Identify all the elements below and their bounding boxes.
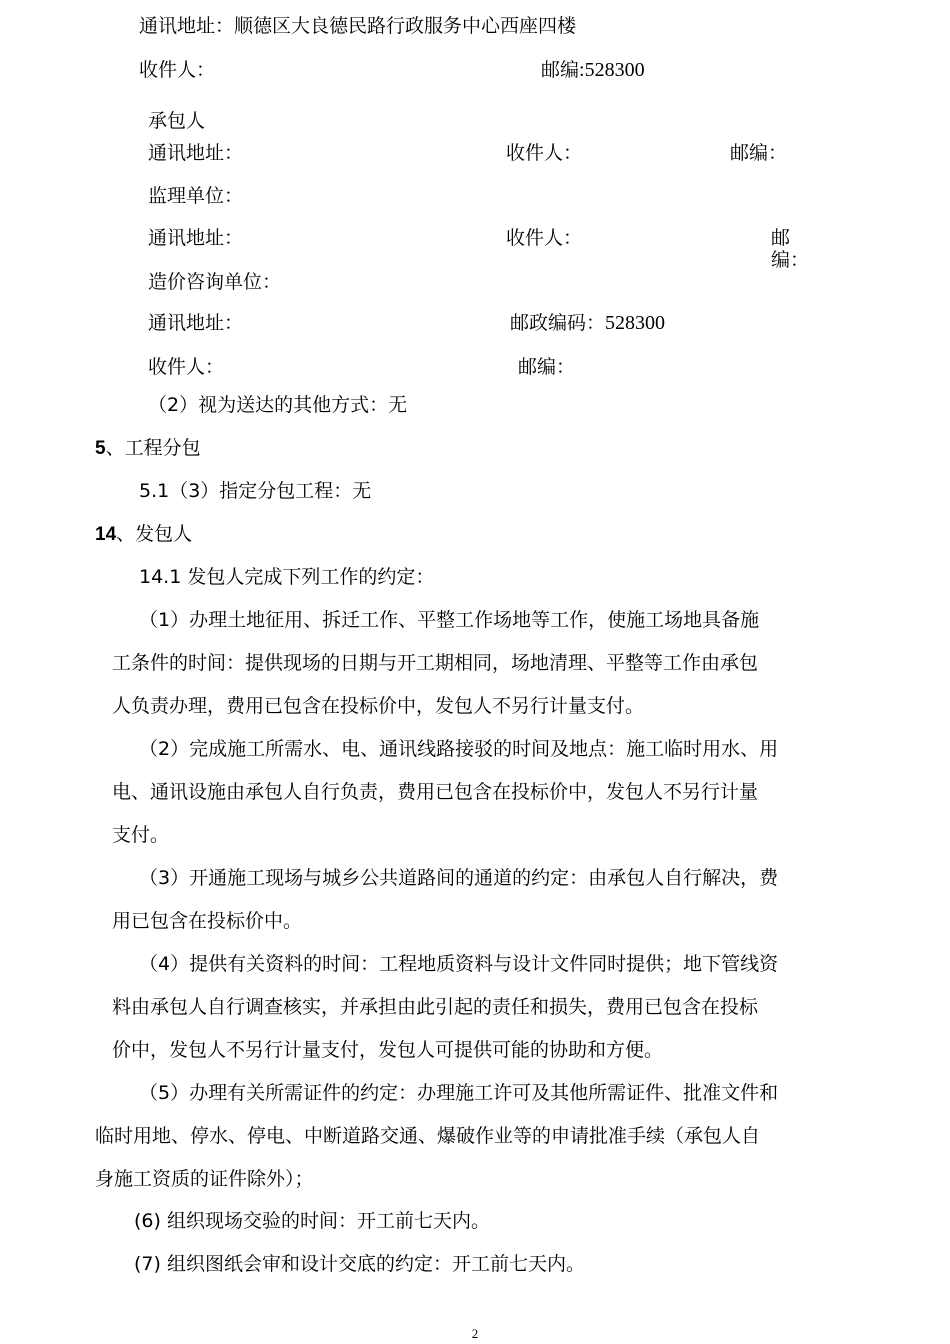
- item-5-line-1: （5）办理有关所需证件的约定：办理施工许可及其他所需证件、批准文件和: [139, 1082, 779, 1104]
- contractor-recipient: 收件人：: [506, 142, 583, 164]
- contractor-postcode: 邮编：: [730, 142, 788, 164]
- consultant-recipient: 收件人：: [148, 356, 225, 378]
- item-3-line-2: 用已包含在投标价中。: [112, 910, 303, 932]
- item-2-line-1: （2）完成施工所需水、电、通讯线路接驳的时间及地点：施工临时用水、用: [139, 738, 779, 760]
- item-1-line-2: 工条件的时间：提供现场的日期与开工期相同，场地清理、平整等工作由承包: [112, 652, 759, 674]
- employer-postcode-value: :528300: [579, 59, 645, 81]
- employer-address: 通讯地址：顺德区大良德民路行政服务中心西座四楼: [139, 15, 577, 37]
- item-4-line-3: 价中，发包人不另行计量支付，发包人可提供可能的协助和方便。: [112, 1039, 664, 1061]
- contractor-address: 通讯地址：: [148, 142, 244, 164]
- consultant-address: 通讯地址：: [148, 312, 244, 334]
- section-5-number: 5: [95, 438, 106, 459]
- employer-postcode-label: 邮编: [541, 59, 580, 81]
- item-2-line-3: 支付。: [112, 824, 170, 846]
- consultant-title: 造价咨询单位：: [148, 271, 282, 293]
- section-5-1: 5.1（3）指定分包工程：无: [139, 480, 372, 502]
- contractor-title: 承包人: [148, 110, 206, 132]
- item-7: (7) 组织图纸会审和设计交底的约定：开工前七天内。: [134, 1253, 585, 1275]
- item-4-line-1: （4）提供有关资料的时间：工程地质资料与设计文件同时提供；地下管线资: [139, 953, 779, 975]
- consultant-postal-code: [510, 311, 665, 335]
- item-5-line-3: 身施工资质的证件除外）；: [95, 1168, 314, 1190]
- item-3-line-1: （3）开通施工现场与城乡公共道路间的通道的约定：由承包人自行解决，费: [139, 867, 779, 889]
- consultant-postal-label: 邮政编码：: [510, 312, 606, 334]
- item-1-line-3: 人负责办理，费用已包含在投标价中，发包人不另行计量支付。: [112, 695, 645, 717]
- page-number: 2: [471, 1326, 479, 1341]
- employer-recipient: 收件人：: [139, 59, 216, 81]
- item-2-line-2: 电、通讯设施由承包人自行负责，费用已包含在投标价中，发包人不另行计量: [112, 781, 759, 803]
- section-14-heading: [95, 522, 192, 547]
- section-14-number: 14: [95, 524, 117, 545]
- other-delivery-methods: （2）视为送达的其他方式：无: [148, 394, 408, 416]
- section-14-1-intro: 14.1 发包人完成下列工作的约定：: [139, 566, 435, 588]
- item-4-line-2: 料由承包人自行调查核实，并承担由此引起的责任和损失，费用已包含在投标: [112, 996, 759, 1018]
- item-6: (6) 组织现场交验的时间：开工前七天内。: [134, 1210, 490, 1232]
- item-5-line-2: 临时用地、停水、停电、中断道路交通、爆破作业等的申请批准手续（承包人自: [95, 1125, 761, 1147]
- supervisor-postcode: 邮编：: [771, 227, 810, 271]
- section-5-title: 、工程分包: [105, 437, 201, 459]
- item-1-line-1: （1）办理土地征用、拆迁工作、平整工作场地等工作，使施工场地具备施: [139, 609, 760, 631]
- consultant-postcode: 邮编：: [518, 356, 576, 378]
- consultant-postal-value: 528300: [605, 312, 666, 334]
- supervisor-recipient: 收件人：: [506, 227, 583, 249]
- supervisor-title: 监理单位：: [148, 185, 244, 207]
- section-5-heading: [95, 436, 201, 461]
- supervisor-address: 通讯地址：: [148, 227, 244, 249]
- section-14-title: 、发包人: [116, 523, 193, 545]
- employer-postcode: [541, 58, 645, 82]
